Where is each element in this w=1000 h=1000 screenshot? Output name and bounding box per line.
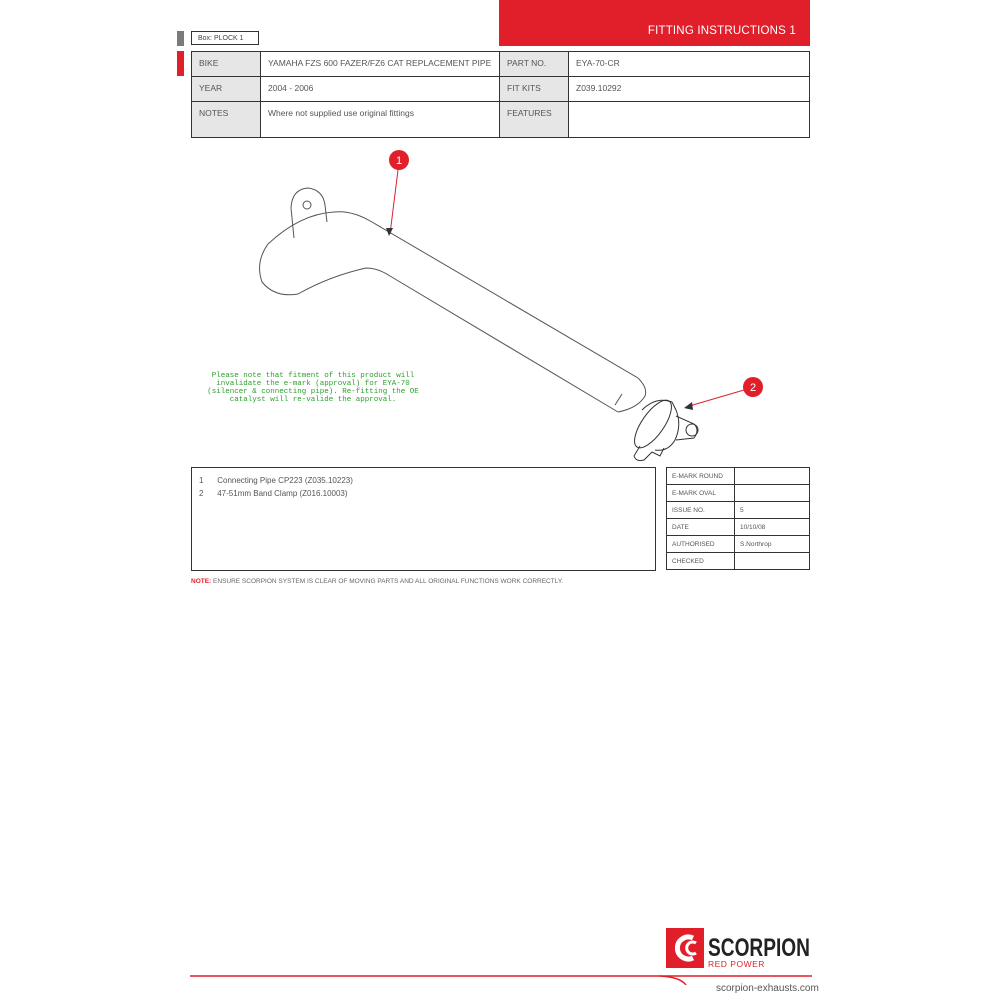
- scorpion-logo: [666, 928, 812, 970]
- notes-value: Where not supplied use original fittings: [261, 102, 500, 138]
- approval-table: [666, 467, 810, 570]
- callout-2-leader: [686, 390, 744, 407]
- part-number: 2: [199, 489, 204, 498]
- date-value: 10/10/08: [735, 519, 810, 536]
- checked-label: CHECKED: [667, 553, 735, 570]
- year-value: 2004 - 2006: [261, 77, 500, 102]
- list-item: [192, 474, 655, 487]
- safety-note: [191, 578, 563, 585]
- footer-url[interactable]: scorpion-exhausts.com: [716, 983, 819, 994]
- checked-value: [735, 553, 810, 570]
- part-number: 1: [199, 476, 204, 485]
- fit-kits-value: Z039.10292: [569, 77, 810, 102]
- part-description: 47-51mm Band Clamp (Z016.10003): [217, 489, 348, 498]
- pipe-diagram: [190, 140, 810, 470]
- emark-round-value: [735, 468, 810, 485]
- part-no-label: PART NO.: [500, 52, 569, 77]
- emark-round-label: E-MARK ROUND: [667, 468, 735, 485]
- authorised-label: AUTHORISED: [667, 536, 735, 553]
- authorised-value: S.Northrop: [735, 536, 810, 553]
- band-clamp-drawing: [628, 395, 698, 461]
- bike-label: BIKE: [192, 52, 261, 77]
- note-label: NOTE:: [191, 578, 212, 585]
- info-marker: [177, 51, 184, 76]
- page-title: FITTING INSTRUCTIONS 1: [647, 25, 796, 37]
- date-label: DATE: [667, 519, 735, 536]
- features-label: FEATURES: [500, 102, 569, 138]
- logo-wordmark: SCORPION: [708, 934, 810, 962]
- callout-2-arrow: [684, 402, 693, 410]
- emark-oval-value: [735, 485, 810, 502]
- fit-kits-label: FIT KITS: [500, 77, 569, 102]
- callout-1-leader: [390, 170, 398, 234]
- issue-value: 5: [735, 502, 810, 519]
- callout-2-number: 2: [749, 382, 757, 394]
- info-table: [191, 51, 810, 138]
- fitment-note: [207, 372, 419, 404]
- logo-mark: [666, 928, 704, 968]
- box-marker: [177, 31, 184, 46]
- fitment-note-line: invalidate the e-mark (approval) for EYA-70: [216, 380, 410, 388]
- callout-1-arrow: [386, 228, 393, 236]
- fitment-note-line: (silencer & connecting pipe). Re-fitting the OE: [207, 388, 419, 396]
- features-value: [569, 102, 810, 138]
- callout-1-number: 1: [395, 155, 403, 167]
- notes-label: NOTES: [192, 102, 261, 138]
- part-no-value: EYA-70-CR: [569, 52, 810, 77]
- note-text: ENSURE SCORPION SYSTEM IS CLEAR OF MOVING PARTS AND ALL ORIGINAL FUNCTIONS WORK CORRECTLY.: [211, 578, 564, 585]
- emark-oval-label: E-MARK OVAL: [667, 485, 735, 502]
- issue-label: ISSUE NO.: [667, 502, 735, 519]
- part-description: Connecting Pipe CP223 (Z035.10223): [217, 476, 353, 485]
- box-label: Box: PLOCK 1: [191, 31, 259, 45]
- year-label: YEAR: [192, 77, 261, 102]
- logo-tagline: RED POWER: [708, 959, 765, 969]
- bike-value: YAMAHA FZS 600 FAZER/FZ6 CAT REPLACEMENT PIPE: [261, 52, 500, 77]
- header-banner: [499, 0, 810, 46]
- fitment-note-line: Please note that fitment of this product will: [211, 372, 415, 380]
- parts-list: [191, 467, 656, 571]
- list-item: [192, 487, 655, 500]
- fitment-note-line: catalyst will re-valide the approval.: [229, 396, 397, 404]
